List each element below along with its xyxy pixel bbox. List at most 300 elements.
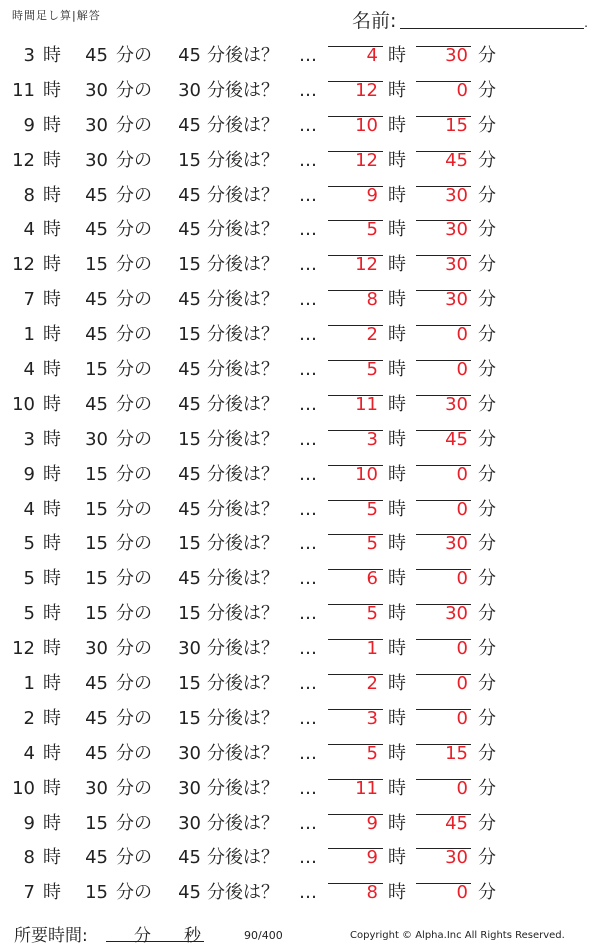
answer-minute-underline: [416, 709, 471, 710]
problem-minute: 45: [85, 289, 108, 311]
answer-hour-underline: [328, 465, 383, 466]
problem-minute: 30: [85, 638, 108, 660]
answer-minute-label: 分: [478, 568, 496, 590]
answer-minute-underline: [416, 604, 471, 605]
answer-hour-underline: [328, 674, 383, 675]
minute-of-label: 分の: [116, 219, 152, 241]
answer-minute-underline: [416, 569, 471, 570]
answer-minute: 45: [445, 812, 468, 834]
hour-label: 時: [43, 603, 61, 625]
answer-minute-label: 分: [478, 847, 496, 869]
time-seconds-label: 秒: [184, 926, 201, 946]
problem-hour: 7: [23, 882, 35, 904]
name-underline: [400, 28, 584, 29]
problem-add-minutes: 45: [178, 498, 201, 520]
problem-minute: 15: [85, 254, 108, 276]
answer-hour-label: 時: [388, 847, 406, 869]
hour-label: 時: [43, 359, 61, 381]
time-minutes-label: 分: [134, 926, 151, 946]
problem-row: [0, 528, 600, 563]
answer-hour-label: 時: [388, 638, 406, 660]
problem-add-minutes: 30: [178, 79, 201, 101]
minutes-after-label: 分後は？: [207, 114, 279, 136]
problem-minute: 45: [85, 219, 108, 241]
answer-hour: 4: [366, 45, 378, 66]
minute-of-label: 分の: [116, 149, 152, 171]
problem-add-minutes: 45: [178, 184, 201, 206]
answer-minute-underline: [416, 151, 471, 152]
answer-minute-underline: [416, 465, 471, 466]
answer-minute-label: 分: [478, 254, 496, 276]
problem-hour: 10: [12, 777, 35, 799]
answer-minute-underline: [416, 186, 471, 187]
answer-minute-label: 分: [478, 812, 496, 834]
answer-minute-underline: [416, 220, 471, 221]
answer-minute: 30: [445, 533, 468, 555]
minute-of-label: 分の: [116, 742, 152, 764]
answer-hour-underline: [328, 290, 383, 291]
answer-hour: 5: [366, 219, 378, 241]
answer-minute: 0: [456, 463, 468, 485]
problem-add-minutes: 15: [178, 149, 201, 171]
answer-hour-underline: [328, 744, 383, 745]
answer-minute-underline: [416, 814, 471, 815]
answer-hour: 6: [366, 568, 378, 590]
answer-minute-underline: [416, 116, 471, 117]
copyright: Copyright © Alpha.Inc All Rights Reserved.: [350, 930, 565, 941]
problem-hour: 5: [23, 533, 35, 555]
answer-minute: 0: [456, 498, 468, 520]
answer-hour: 5: [366, 603, 378, 625]
problem-minute: 45: [85, 673, 108, 695]
problem-row: [0, 494, 600, 529]
problem-add-minutes: 45: [178, 463, 201, 485]
hour-label: 時: [43, 428, 61, 450]
answer-hour: 10: [355, 463, 378, 485]
answer-hour-label: 時: [388, 463, 406, 485]
answer-minute: 30: [445, 847, 468, 869]
problem-add-minutes: 45: [178, 359, 201, 381]
hour-label: 時: [43, 742, 61, 764]
problem-row: [0, 703, 600, 738]
answer-minute-underline: [416, 255, 471, 256]
problem-hour: 5: [23, 568, 35, 590]
ellipsis: …: [299, 324, 317, 346]
problem-minute: 15: [85, 812, 108, 834]
answer-minute: 30: [445, 603, 468, 625]
answer-hour-underline: [328, 814, 383, 815]
minute-of-label: 分の: [116, 184, 152, 206]
problem-minute: 45: [85, 184, 108, 206]
answer-hour: 12: [355, 149, 378, 171]
problem-add-minutes: 30: [178, 812, 201, 834]
problem-hour: 12: [12, 149, 35, 171]
answer-minute-label: 分: [478, 603, 496, 625]
answer-hour-label: 時: [388, 184, 406, 206]
answer-minute: 30: [445, 393, 468, 415]
problem-hour: 2: [23, 707, 35, 729]
minutes-after-label: 分後は？: [207, 568, 279, 590]
answer-hour-label: 時: [388, 289, 406, 311]
problem-row: [0, 773, 600, 808]
problem-add-minutes: 45: [178, 882, 201, 904]
answer-hour-label: 時: [388, 45, 406, 66]
problem-minute: 45: [85, 324, 108, 346]
minute-of-label: 分の: [116, 79, 152, 101]
problem-minute: 15: [85, 533, 108, 555]
answer-minute-label: 分: [478, 79, 496, 101]
hour-label: 時: [43, 777, 61, 799]
problem-list: [0, 40, 600, 912]
answer-hour-label: 時: [388, 777, 406, 799]
problem-hour: 9: [23, 812, 35, 834]
answer-minute-label: 分: [478, 393, 496, 415]
minute-of-label: 分の: [116, 498, 152, 520]
answer-hour: 9: [366, 847, 378, 869]
ellipsis: …: [299, 254, 317, 276]
answer-minute-underline: [416, 848, 471, 849]
answer-minute-label: 分: [478, 638, 496, 660]
problem-add-minutes: 45: [178, 289, 201, 311]
answer-hour-label: 時: [388, 79, 406, 101]
answer-minute-label: 分: [478, 149, 496, 171]
answer-minute: 0: [456, 638, 468, 660]
problem-minute: 30: [85, 114, 108, 136]
answer-minute-label: 分: [478, 324, 496, 346]
problem-row: [0, 459, 600, 494]
hour-label: 時: [43, 45, 61, 66]
problem-row: [0, 424, 600, 459]
answer-hour-underline: [328, 220, 383, 221]
worksheet-title: 時間足し算|解答: [12, 9, 101, 22]
minute-of-label: 分の: [116, 638, 152, 660]
answer-minute: 15: [445, 742, 468, 764]
answer-hour-underline: [328, 46, 383, 47]
answer-hour-label: 時: [388, 533, 406, 555]
problem-hour: 5: [23, 603, 35, 625]
answer-minute-underline: [416, 395, 471, 396]
problem-row: [0, 598, 600, 633]
minutes-after-label: 分後は？: [207, 393, 279, 415]
minute-of-label: 分の: [116, 463, 152, 485]
answer-hour: 2: [366, 324, 378, 346]
answer-minute: 30: [445, 219, 468, 241]
minutes-after-label: 分後は？: [207, 219, 279, 241]
problem-add-minutes: 15: [178, 254, 201, 276]
answer-minute-underline: [416, 290, 471, 291]
problem-minute: 30: [85, 79, 108, 101]
answer-minute: 0: [456, 568, 468, 590]
answer-hour-label: 時: [388, 324, 406, 346]
minute-of-label: 分の: [116, 603, 152, 625]
problem-add-minutes: 15: [178, 707, 201, 729]
problem-add-minutes: 45: [178, 847, 201, 869]
problem-row: [0, 354, 600, 389]
ellipsis: …: [299, 882, 317, 904]
problem-row: [0, 319, 600, 354]
name-label: 名前:: [352, 10, 397, 32]
answer-minute-underline: [416, 534, 471, 535]
problem-add-minutes: 30: [178, 742, 201, 764]
minutes-after-label: 分後は？: [207, 428, 279, 450]
ellipsis: …: [299, 149, 317, 171]
ellipsis: …: [299, 428, 317, 450]
answer-hour: 9: [366, 184, 378, 206]
answer-minute: 45: [445, 428, 468, 450]
answer-hour: 12: [355, 254, 378, 276]
answer-hour-label: 時: [388, 149, 406, 171]
minute-of-label: 分の: [116, 359, 152, 381]
ellipsis: …: [299, 219, 317, 241]
problem-hour: 9: [23, 463, 35, 485]
answer-minute-underline: [416, 744, 471, 745]
answer-hour-label: 時: [388, 882, 406, 904]
answer-minute-label: 分: [478, 498, 496, 520]
answer-minute-label: 分: [478, 219, 496, 241]
page-count: 90/400: [244, 929, 283, 942]
minutes-after-label: 分後は？: [207, 812, 279, 834]
answer-hour: 5: [366, 359, 378, 381]
ellipsis: …: [299, 742, 317, 764]
answer-hour-underline: [328, 848, 383, 849]
answer-hour-label: 時: [388, 812, 406, 834]
answer-hour-underline: [328, 395, 383, 396]
ellipsis: …: [299, 568, 317, 590]
problem-hour: 10: [12, 393, 35, 415]
answer-minute-label: 分: [478, 289, 496, 311]
answer-minute-label: 分: [478, 742, 496, 764]
answer-hour-label: 時: [388, 114, 406, 136]
ellipsis: …: [299, 777, 317, 799]
minutes-after-label: 分後は？: [207, 777, 279, 799]
problem-hour: 4: [23, 359, 35, 381]
answer-hour-underline: [328, 360, 383, 361]
hour-label: 時: [43, 568, 61, 590]
answer-hour-underline: [328, 186, 383, 187]
problem-hour: 1: [23, 673, 35, 695]
answer-hour-label: 時: [388, 603, 406, 625]
hour-label: 時: [43, 847, 61, 869]
hour-label: 時: [43, 707, 61, 729]
problem-minute: 15: [85, 568, 108, 590]
hour-label: 時: [43, 463, 61, 485]
minute-of-label: 分の: [116, 812, 152, 834]
problem-hour: 8: [23, 847, 35, 869]
hour-label: 時: [43, 324, 61, 346]
minutes-after-label: 分後は？: [207, 324, 279, 346]
answer-minute: 45: [445, 149, 468, 171]
minute-of-label: 分の: [116, 254, 152, 276]
answer-minute-label: 分: [478, 673, 496, 695]
ellipsis: …: [299, 498, 317, 520]
answer-minute-label: 分: [478, 463, 496, 485]
answer-hour-label: 時: [388, 254, 406, 276]
problem-row: [0, 110, 600, 145]
ellipsis: …: [299, 638, 317, 660]
answer-hour-underline: [328, 604, 383, 605]
answer-minute: 0: [456, 707, 468, 729]
answer-hour-label: 時: [388, 393, 406, 415]
problem-hour: 7: [23, 289, 35, 311]
answer-hour-underline: [328, 151, 383, 152]
answer-minute-underline: [416, 81, 471, 82]
minutes-after-label: 分後は？: [207, 847, 279, 869]
answer-hour-label: 時: [388, 673, 406, 695]
problem-minute: 15: [85, 498, 108, 520]
problem-row: [0, 877, 600, 912]
minutes-after-label: 分後は？: [207, 289, 279, 311]
problem-hour: 9: [23, 114, 35, 136]
ellipsis: …: [299, 847, 317, 869]
hour-label: 時: [43, 498, 61, 520]
answer-hour: 8: [366, 289, 378, 311]
minutes-after-label: 分後は？: [207, 79, 279, 101]
answer-hour: 8: [366, 882, 378, 904]
minutes-after-label: 分後は？: [207, 638, 279, 660]
problem-minute: 15: [85, 603, 108, 625]
answer-minute: 0: [456, 324, 468, 346]
answer-minute-label: 分: [478, 184, 496, 206]
answer-minute-label: 分: [478, 114, 496, 136]
minutes-after-label: 分後は？: [207, 673, 279, 695]
minute-of-label: 分の: [116, 324, 152, 346]
answer-hour-label: 時: [388, 742, 406, 764]
ellipsis: …: [299, 359, 317, 381]
minute-of-label: 分の: [116, 568, 152, 590]
problem-add-minutes: 15: [178, 324, 201, 346]
minutes-after-label: 分後は？: [207, 533, 279, 555]
answer-hour-underline: [328, 255, 383, 256]
hour-label: 時: [43, 254, 61, 276]
minute-of-label: 分の: [116, 393, 152, 415]
answer-minute-underline: [416, 500, 471, 501]
minute-of-label: 分の: [116, 533, 152, 555]
problem-hour: 4: [23, 219, 35, 241]
answer-hour: 3: [366, 707, 378, 729]
hour-label: 時: [43, 114, 61, 136]
answer-hour: 12: [355, 79, 378, 101]
problem-add-minutes: 30: [178, 777, 201, 799]
answer-hour-label: 時: [388, 498, 406, 520]
answer-minute-underline: [416, 779, 471, 780]
problem-hour: 4: [23, 498, 35, 520]
answer-minute: 0: [456, 777, 468, 799]
answer-minute-underline: [416, 883, 471, 884]
problem-row: [0, 842, 600, 877]
ellipsis: …: [299, 45, 317, 66]
problem-row: [0, 214, 600, 249]
problem-hour: 11: [12, 79, 35, 101]
problem-hour: 8: [23, 184, 35, 206]
answer-minute-label: 分: [478, 45, 496, 66]
answer-minute: 30: [445, 184, 468, 206]
problem-hour: 4: [23, 742, 35, 764]
answer-hour: 5: [366, 742, 378, 764]
answer-hour: 2: [366, 673, 378, 695]
problem-row: [0, 808, 600, 843]
problem-row: [0, 40, 600, 75]
answer-hour-underline: [328, 709, 383, 710]
answer-minute: 0: [456, 79, 468, 101]
answer-hour: 10: [355, 114, 378, 136]
problem-add-minutes: 15: [178, 603, 201, 625]
problem-hour: 1: [23, 324, 35, 346]
problem-row: [0, 738, 600, 773]
problem-hour: 12: [12, 254, 35, 276]
problem-add-minutes: 45: [178, 568, 201, 590]
time-required-label: 所要時間:: [14, 926, 88, 946]
answer-minute-underline: [416, 360, 471, 361]
hour-label: 時: [43, 882, 61, 904]
problem-hour: 3: [23, 45, 35, 66]
problem-minute: 45: [85, 742, 108, 764]
answer-hour-underline: [328, 325, 383, 326]
hour-label: 時: [43, 393, 61, 415]
minute-of-label: 分の: [116, 673, 152, 695]
minute-of-label: 分の: [116, 882, 152, 904]
answer-minute-underline: [416, 46, 471, 47]
answer-hour-label: 時: [388, 219, 406, 241]
hour-label: 時: [43, 673, 61, 695]
problem-minute: 30: [85, 149, 108, 171]
answer-hour-label: 時: [388, 359, 406, 381]
problem-row: [0, 75, 600, 110]
answer-hour-underline: [328, 883, 383, 884]
answer-minute-underline: [416, 674, 471, 675]
answer-hour-underline: [328, 116, 383, 117]
answer-hour-underline: [328, 779, 383, 780]
minute-of-label: 分の: [116, 289, 152, 311]
hour-label: 時: [43, 79, 61, 101]
problem-minute: 15: [85, 463, 108, 485]
problem-add-minutes: 45: [178, 393, 201, 415]
problem-row: [0, 389, 600, 424]
minutes-after-label: 分後は？: [207, 707, 279, 729]
problem-row: [0, 249, 600, 284]
problem-add-minutes: 45: [178, 219, 201, 241]
answer-hour-underline: [328, 81, 383, 82]
answer-minute-label: 分: [478, 533, 496, 555]
problem-minute: 30: [85, 777, 108, 799]
answer-minute-label: 分: [478, 428, 496, 450]
answer-hour-underline: [328, 534, 383, 535]
problem-row: [0, 633, 600, 668]
minutes-after-label: 分後は？: [207, 149, 279, 171]
ellipsis: …: [299, 673, 317, 695]
answer-hour: 5: [366, 498, 378, 520]
hour-label: 時: [43, 289, 61, 311]
answer-hour-label: 時: [388, 568, 406, 590]
problem-minute: 45: [85, 707, 108, 729]
answer-hour: 11: [355, 777, 378, 799]
ellipsis: …: [299, 114, 317, 136]
answer-hour: 1: [366, 638, 378, 660]
problem-add-minutes: 45: [178, 45, 201, 66]
name-end-dot: .: [584, 16, 588, 30]
minutes-after-label: 分後は？: [207, 742, 279, 764]
answer-minute-label: 分: [478, 777, 496, 799]
ellipsis: …: [299, 289, 317, 311]
minutes-after-label: 分後は？: [207, 498, 279, 520]
ellipsis: …: [299, 812, 317, 834]
hour-label: 時: [43, 149, 61, 171]
answer-hour-label: 時: [388, 707, 406, 729]
ellipsis: …: [299, 533, 317, 555]
name-field: [352, 4, 588, 30]
minute-of-label: 分の: [116, 428, 152, 450]
problem-row: [0, 668, 600, 703]
answer-minute: 30: [445, 289, 468, 311]
